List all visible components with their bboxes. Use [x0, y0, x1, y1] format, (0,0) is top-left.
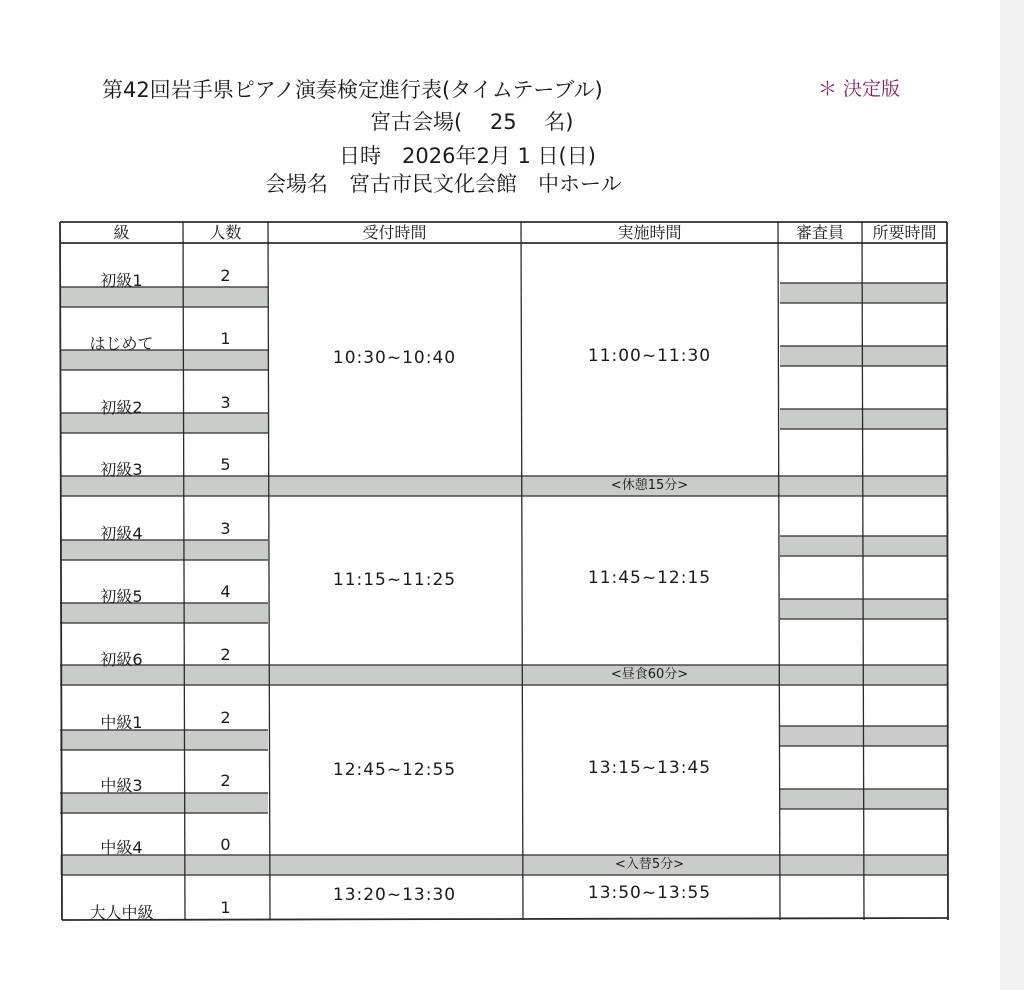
count-cell: 2: [220, 266, 231, 285]
col-header-reception: 受付時間: [362, 223, 427, 242]
performance-time: 11:00~11:30: [587, 346, 712, 366]
count-cell: 2: [220, 708, 231, 727]
count-cell: 3: [220, 393, 231, 412]
count-cell: 3: [220, 519, 231, 538]
count-cell: 5: [220, 455, 231, 474]
count-cell: 1: [220, 329, 231, 348]
count-cell: 1: [220, 898, 231, 917]
final-version-badge: ＊ 決定版: [818, 78, 901, 100]
col-header-count: 人数: [209, 223, 242, 242]
grade-cell: 中級4: [100, 838, 143, 857]
grade-cell: 初級1: [100, 271, 143, 290]
col-header-grade: 級: [113, 223, 130, 242]
reception-time: 12:45~12:55: [332, 760, 457, 780]
break-label: <昼食60分>: [610, 667, 689, 682]
count-cell: 0: [220, 835, 231, 854]
grade-cell: 初級5: [100, 587, 143, 606]
document-title: 第42回岩手県ピアノ演奏検定進行表(タイムテーブル): [102, 78, 603, 102]
break-label: <入替5分>: [614, 857, 685, 872]
grade-cell: 大人中級: [89, 903, 154, 922]
count-cell: 2: [220, 771, 231, 790]
grade-cell: はじめて: [89, 334, 154, 353]
grade-cell: 初級4: [100, 524, 143, 543]
hall-line: 会場名 宮古市民文化会館 中ホール: [265, 172, 622, 196]
reception-time: 13:20~13:30: [332, 885, 457, 905]
count-cell: 2: [220, 645, 231, 664]
grade-cell: 初級6: [100, 650, 143, 669]
grade-cell: 初級2: [100, 398, 143, 417]
reception-time: 10:30~10:40: [332, 348, 457, 368]
performance-time: 11:45~12:15: [587, 568, 712, 588]
count-cell: 4: [220, 582, 231, 601]
date-line: 日時 2026年2月 1 日(日): [339, 144, 596, 168]
venue-line: 宮古会場( 25 名): [370, 110, 574, 134]
performance-time: 13:50~13:55: [587, 883, 712, 903]
reception-time: 11:15~11:25: [332, 570, 457, 590]
col-header-performance: 実施時間: [617, 223, 682, 242]
col-header-judge: 審査員: [795, 223, 844, 242]
grade-cell: 中級3: [100, 776, 143, 795]
break-label: <休憩15分>: [610, 478, 689, 493]
col-header-duration: 所要時間: [872, 223, 937, 242]
grade-cell: 初級3: [100, 460, 143, 479]
performance-time: 13:15~13:45: [587, 758, 712, 778]
grade-cell: 中級1: [100, 713, 143, 732]
